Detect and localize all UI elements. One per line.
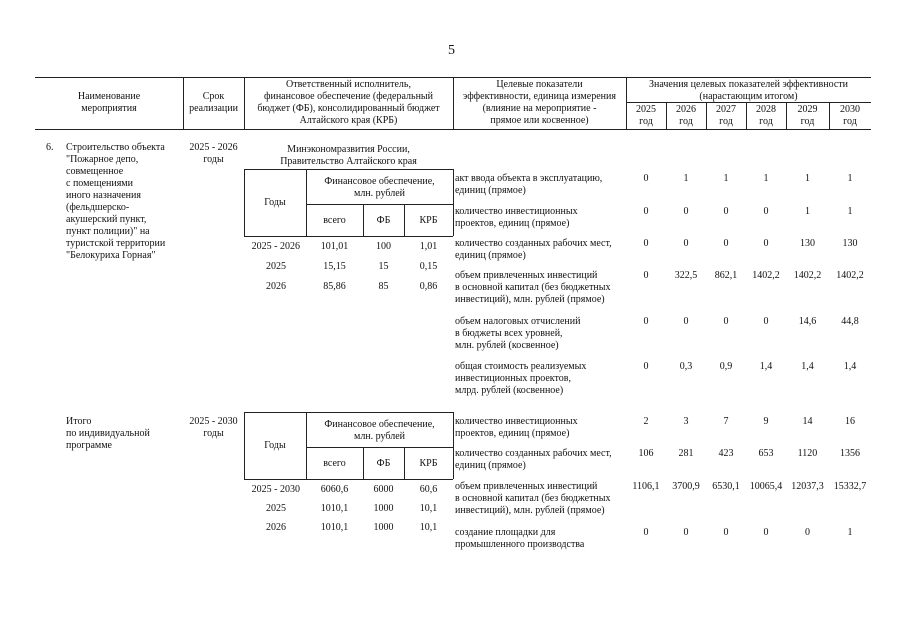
fin-rule xyxy=(244,479,453,480)
page-number: 5 xyxy=(448,43,455,58)
indicator-value: 0 xyxy=(723,316,729,327)
indicator-name: создание площадки для промышленного производства xyxy=(455,527,585,550)
indicator-value: 7 xyxy=(723,416,729,427)
indicator-value: 14,6 xyxy=(798,316,817,327)
year-header: 2030 год xyxy=(840,104,860,127)
fin-year: 2026 xyxy=(266,522,286,533)
indicator-name: объем привлеченных инвестиций в основной капитал (без бюджетных инвестиций), млн. рублей (прямое) xyxy=(455,481,611,516)
indicator-value: 0 xyxy=(723,238,729,249)
indicator-value: 0,9 xyxy=(719,361,733,372)
indicator-value: 0 xyxy=(763,316,769,327)
row-executor: Минэкономразвития России, Правительство Алтайского края xyxy=(280,144,417,167)
indicator-value: 1 xyxy=(805,173,810,184)
indicator-value: 0 xyxy=(643,316,649,327)
fin-divider xyxy=(453,412,454,479)
indicator-value: 0 xyxy=(683,238,689,249)
indicator-value: 2 xyxy=(643,416,649,427)
indicator-value: 1 xyxy=(683,173,689,184)
indicator-value: 6530,1 xyxy=(712,481,740,492)
fin-krb: 10,1 xyxy=(419,522,438,533)
indicator-value: 130 xyxy=(800,238,815,249)
indicator-name: объем налоговых отчислений в бюджеты всех уровней, млн. рублей (косвенное) xyxy=(455,316,581,351)
indicator-value: 1402,2 xyxy=(752,270,780,281)
indicator-value: 1 xyxy=(847,206,853,217)
header-name: Наименование мероприятия xyxy=(77,91,141,114)
indicator-value: 3 xyxy=(683,416,689,427)
fin-fb-label: ФБ xyxy=(376,215,391,226)
total-name: Итого по индивидуальной программе xyxy=(66,416,150,451)
fin-year: 2025 - 2030 xyxy=(251,484,300,495)
row-period: 2025 - 2026 годы xyxy=(189,142,238,165)
indicator-value: 0 xyxy=(723,527,729,538)
fin-years-label: Годы xyxy=(264,440,286,451)
indicator-value: 322,5 xyxy=(674,270,698,281)
indicator-value: 1402,2 xyxy=(836,270,864,281)
fin-years-label: Годы xyxy=(264,197,286,208)
header-values: Значения целевых показателей эффективности (нарастающим итогом) xyxy=(648,79,849,102)
indicator-value: 0 xyxy=(643,206,649,217)
fin-rule xyxy=(306,447,453,448)
fin-year: 2025 - 2026 xyxy=(251,241,300,252)
indicator-value: 1 xyxy=(847,173,853,184)
fin-divider xyxy=(453,169,454,236)
indicator-value: 0 xyxy=(683,527,689,538)
indicator-value: 281 xyxy=(678,448,694,459)
fin-fb: 15 xyxy=(378,261,389,272)
indicator-value: 1 xyxy=(847,527,853,538)
year-header: 2025 год xyxy=(636,104,656,127)
year-header: 2026 год xyxy=(676,104,696,127)
row-name: Строительство объекта "Пожарное депо, совмещенное с помещениями иного назначения (фельдшерско- акушерский пункт, пункт полиции)" на туристской территории "Белокуриха Горная" xyxy=(66,142,166,261)
indicator-value: 15332,7 xyxy=(833,481,867,492)
indicator-value: 44,8 xyxy=(841,316,859,327)
indicator-name: количество созданных рабочих мест, единиц (прямое) xyxy=(455,238,612,261)
indicator-value: 0 xyxy=(805,527,810,538)
fin-krb: 1,01 xyxy=(419,241,438,252)
fin-total-label: всего xyxy=(323,215,346,226)
fin-fb: 85 xyxy=(378,281,389,292)
indicator-value: 0,3 xyxy=(679,361,693,372)
indicator-value: 12037,3 xyxy=(791,481,824,492)
year-header: 2028 год xyxy=(756,104,776,127)
fin-total: 15,15 xyxy=(323,261,346,272)
indicator-value: 3700,9 xyxy=(672,481,700,492)
indicator-value: 16 xyxy=(845,416,855,427)
indicator-name: акт ввода объекта в эксплуатацию, единиц (прямое) xyxy=(455,173,603,196)
fin-rule xyxy=(306,204,453,205)
fin-total: 1010,1 xyxy=(320,522,349,533)
fin-rule xyxy=(244,412,453,413)
fin-fb: 1000 xyxy=(373,503,394,514)
indicator-value: 0 xyxy=(643,527,649,538)
indicator-value: 0 xyxy=(763,206,769,217)
fin-fb: 6000 xyxy=(373,484,394,495)
indicator-value: 423 xyxy=(718,448,734,459)
indicator-value: 14 xyxy=(802,416,813,427)
indicator-value: 10065,4 xyxy=(749,481,783,492)
indicator-name: количество инвестиционных проектов, единиц (прямое) xyxy=(455,416,578,439)
fin-label: Финансовое обеспечение, млн. рублей xyxy=(324,419,435,442)
fin-krb-label: КРБ xyxy=(419,215,438,226)
indicator-name: объем привлеченных инвестиций в основной капитал (без бюджетных инвестиций), млн. рублей (прямое) xyxy=(455,270,611,305)
fin-total: 101,01 xyxy=(320,241,349,252)
row-number: 6. xyxy=(46,142,54,153)
fin-label: Финансовое обеспечение, млн. рублей xyxy=(324,176,435,199)
indicator-value: 1120 xyxy=(797,448,818,459)
indicator-value: 0 xyxy=(763,238,769,249)
fin-krb: 60,6 xyxy=(419,484,438,495)
fin-total: 1010,1 xyxy=(320,503,349,514)
indicator-value: 0 xyxy=(763,527,769,538)
indicator-value: 862,1 xyxy=(714,270,738,281)
fin-year: 2025 xyxy=(266,261,286,272)
indicator-value: 1106,1 xyxy=(632,481,660,492)
indicator-name: количество созданных рабочих мест, единиц (прямое) xyxy=(455,448,612,471)
indicator-value: 0 xyxy=(643,238,649,249)
fin-krb-label: КРБ xyxy=(419,458,438,469)
indicator-value: 1 xyxy=(763,173,769,184)
fin-fb: 100 xyxy=(376,241,391,252)
indicator-value: 130 xyxy=(842,238,858,249)
header-targets: Целевые показатели эффективности, единица измерения (влияние на мероприятие - прямое или косвенное) xyxy=(463,79,616,126)
fin-total: 85,86 xyxy=(323,281,346,292)
fin-fb: 1000 xyxy=(373,522,394,533)
indicator-value: 1402,2 xyxy=(793,270,822,281)
header-bottom-rule xyxy=(35,129,871,130)
indicator-value: 1,4 xyxy=(759,361,773,372)
indicator-value: 1 xyxy=(723,173,729,184)
indicator-value: 0 xyxy=(723,206,729,217)
header-executor: Ответственный исполнитель, финансовое обеспечение (федеральный бюджет (ФБ), консолидированный бюджет Алтайского края (КРБ) xyxy=(257,79,440,126)
indicator-value: 0 xyxy=(683,316,689,327)
indicator-name: количество инвестиционных проектов, единиц (прямое) xyxy=(455,206,578,229)
indicator-value: 0 xyxy=(683,206,689,217)
fin-fb-label: ФБ xyxy=(376,458,391,469)
indicator-value: 1 xyxy=(805,206,810,217)
fin-krb: 0,86 xyxy=(419,281,438,292)
indicator-name: общая стоимость реализуемых инвестиционных проектов, млрд. рублей (косвенное) xyxy=(455,361,587,396)
indicator-value: 1,4 xyxy=(843,361,857,372)
fin-total-label: всего xyxy=(323,458,346,469)
indicator-value: 0 xyxy=(643,361,649,372)
year-header: 2027 год xyxy=(716,104,736,127)
indicator-value: 1,4 xyxy=(801,361,814,372)
fin-rule xyxy=(244,169,453,170)
fin-krb: 10,1 xyxy=(419,503,438,514)
fin-total: 6060,6 xyxy=(320,484,349,495)
total-period: 2025 - 2030 годы xyxy=(189,416,238,439)
indicator-value: 653 xyxy=(758,448,774,459)
indicator-value: 1356 xyxy=(840,448,860,459)
fin-krb: 0,15 xyxy=(419,261,438,272)
year-header: 2029 год xyxy=(797,104,818,127)
fin-rule xyxy=(244,236,453,237)
fin-year: 2026 xyxy=(266,281,286,292)
header-period: Срок реализации xyxy=(189,91,238,114)
indicator-value: 0 xyxy=(643,173,649,184)
fin-year: 2025 xyxy=(266,503,286,514)
indicator-value: 9 xyxy=(763,416,769,427)
indicator-value: 106 xyxy=(638,448,654,459)
indicator-value: 0 xyxy=(643,270,649,281)
